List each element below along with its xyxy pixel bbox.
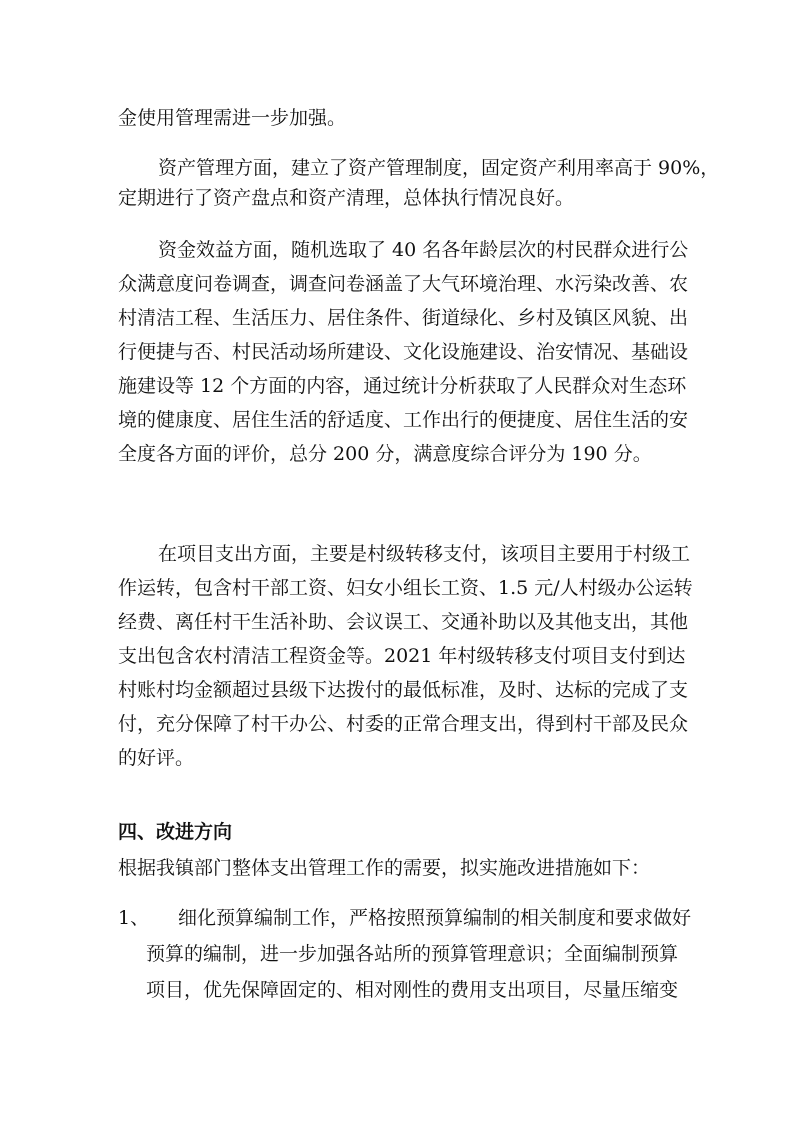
fund-efficiency-line: 境的健康度、居住生活的舒适度、工作出行的便捷度、居住生活的安 (118, 409, 689, 431)
project-expenditure-line: 在项目支出方面，主要是村级转移支付，该项目主要用于村级工 (158, 543, 691, 565)
fund-efficiency-line: 全度各方面的评价，总分 200 分，满意度综合评分为 190 分。 (118, 443, 652, 465)
paragraph-tail-line: 金使用管理需进一步加强。 (118, 107, 347, 129)
measure-line: 项目，优先保障固定的、相对刚性的费用支出项目，尽量压缩变 (146, 979, 679, 1001)
fund-efficiency-line: 行便捷与否、村民活动场所建设、文化设施建设、治安情况、基础设 (118, 341, 689, 363)
fund-efficiency-line: 众满意度问卷调查，调查问卷涵盖了大气环境治理、水污染改善、农 (118, 273, 689, 295)
fund-efficiency-line: 资金效益方面，随机选取了 40 名各年龄层次的村民群众进行公 (158, 239, 689, 261)
fund-efficiency-line: 施建设等 12 个方面的内容，通过统计分析获取了人民群众对生态环 (118, 375, 687, 397)
measure-number: 1、 (118, 907, 150, 929)
measure-line: 细化预算编制工作，严格按照预算编制的相关制度和要求做好 (178, 907, 692, 929)
asset-management-line: 定期进行了资产盘点和资产清理，总体执行情况良好。 (118, 187, 575, 209)
project-expenditure-line: 经费、离任村干生活补助、会议误工、交通补助以及其他支出，其他 (118, 611, 689, 633)
project-expenditure-line: 付，充分保障了村干办公、村委的正常合理支出，得到村干部及民众 (118, 713, 689, 735)
measure-line: 预算的编制，进一步加强各站所的预算管理意识；全面编制预算 (146, 943, 679, 965)
fund-efficiency-line: 村清洁工程、生活压力、居住条件、街道绿化、乡村及镇区风貌、出 (118, 307, 689, 329)
project-expenditure-line: 村账村均金额超过县级下达拨付的最低标准，及时、达标的完成了支 (118, 679, 689, 701)
intro-line: 根据我镇部门整体支出管理工作的需要，拟实施改进措施如下： (118, 857, 651, 879)
project-expenditure-line: 的好评。 (118, 747, 195, 769)
project-expenditure-line: 作运转，包含村干部工资、妇女小组长工资、1.5 元/人村级办公运转 (118, 577, 693, 599)
section-heading: 四、改进方向 (118, 821, 233, 843)
project-expenditure-line: 支出包含农村清洁工程资金等。2021 年村级转移支付项目支付到达 (118, 645, 686, 667)
asset-management-line: 资产管理方面，建立了资产管理制度，固定资产利用率高于 90%， (158, 157, 720, 179)
